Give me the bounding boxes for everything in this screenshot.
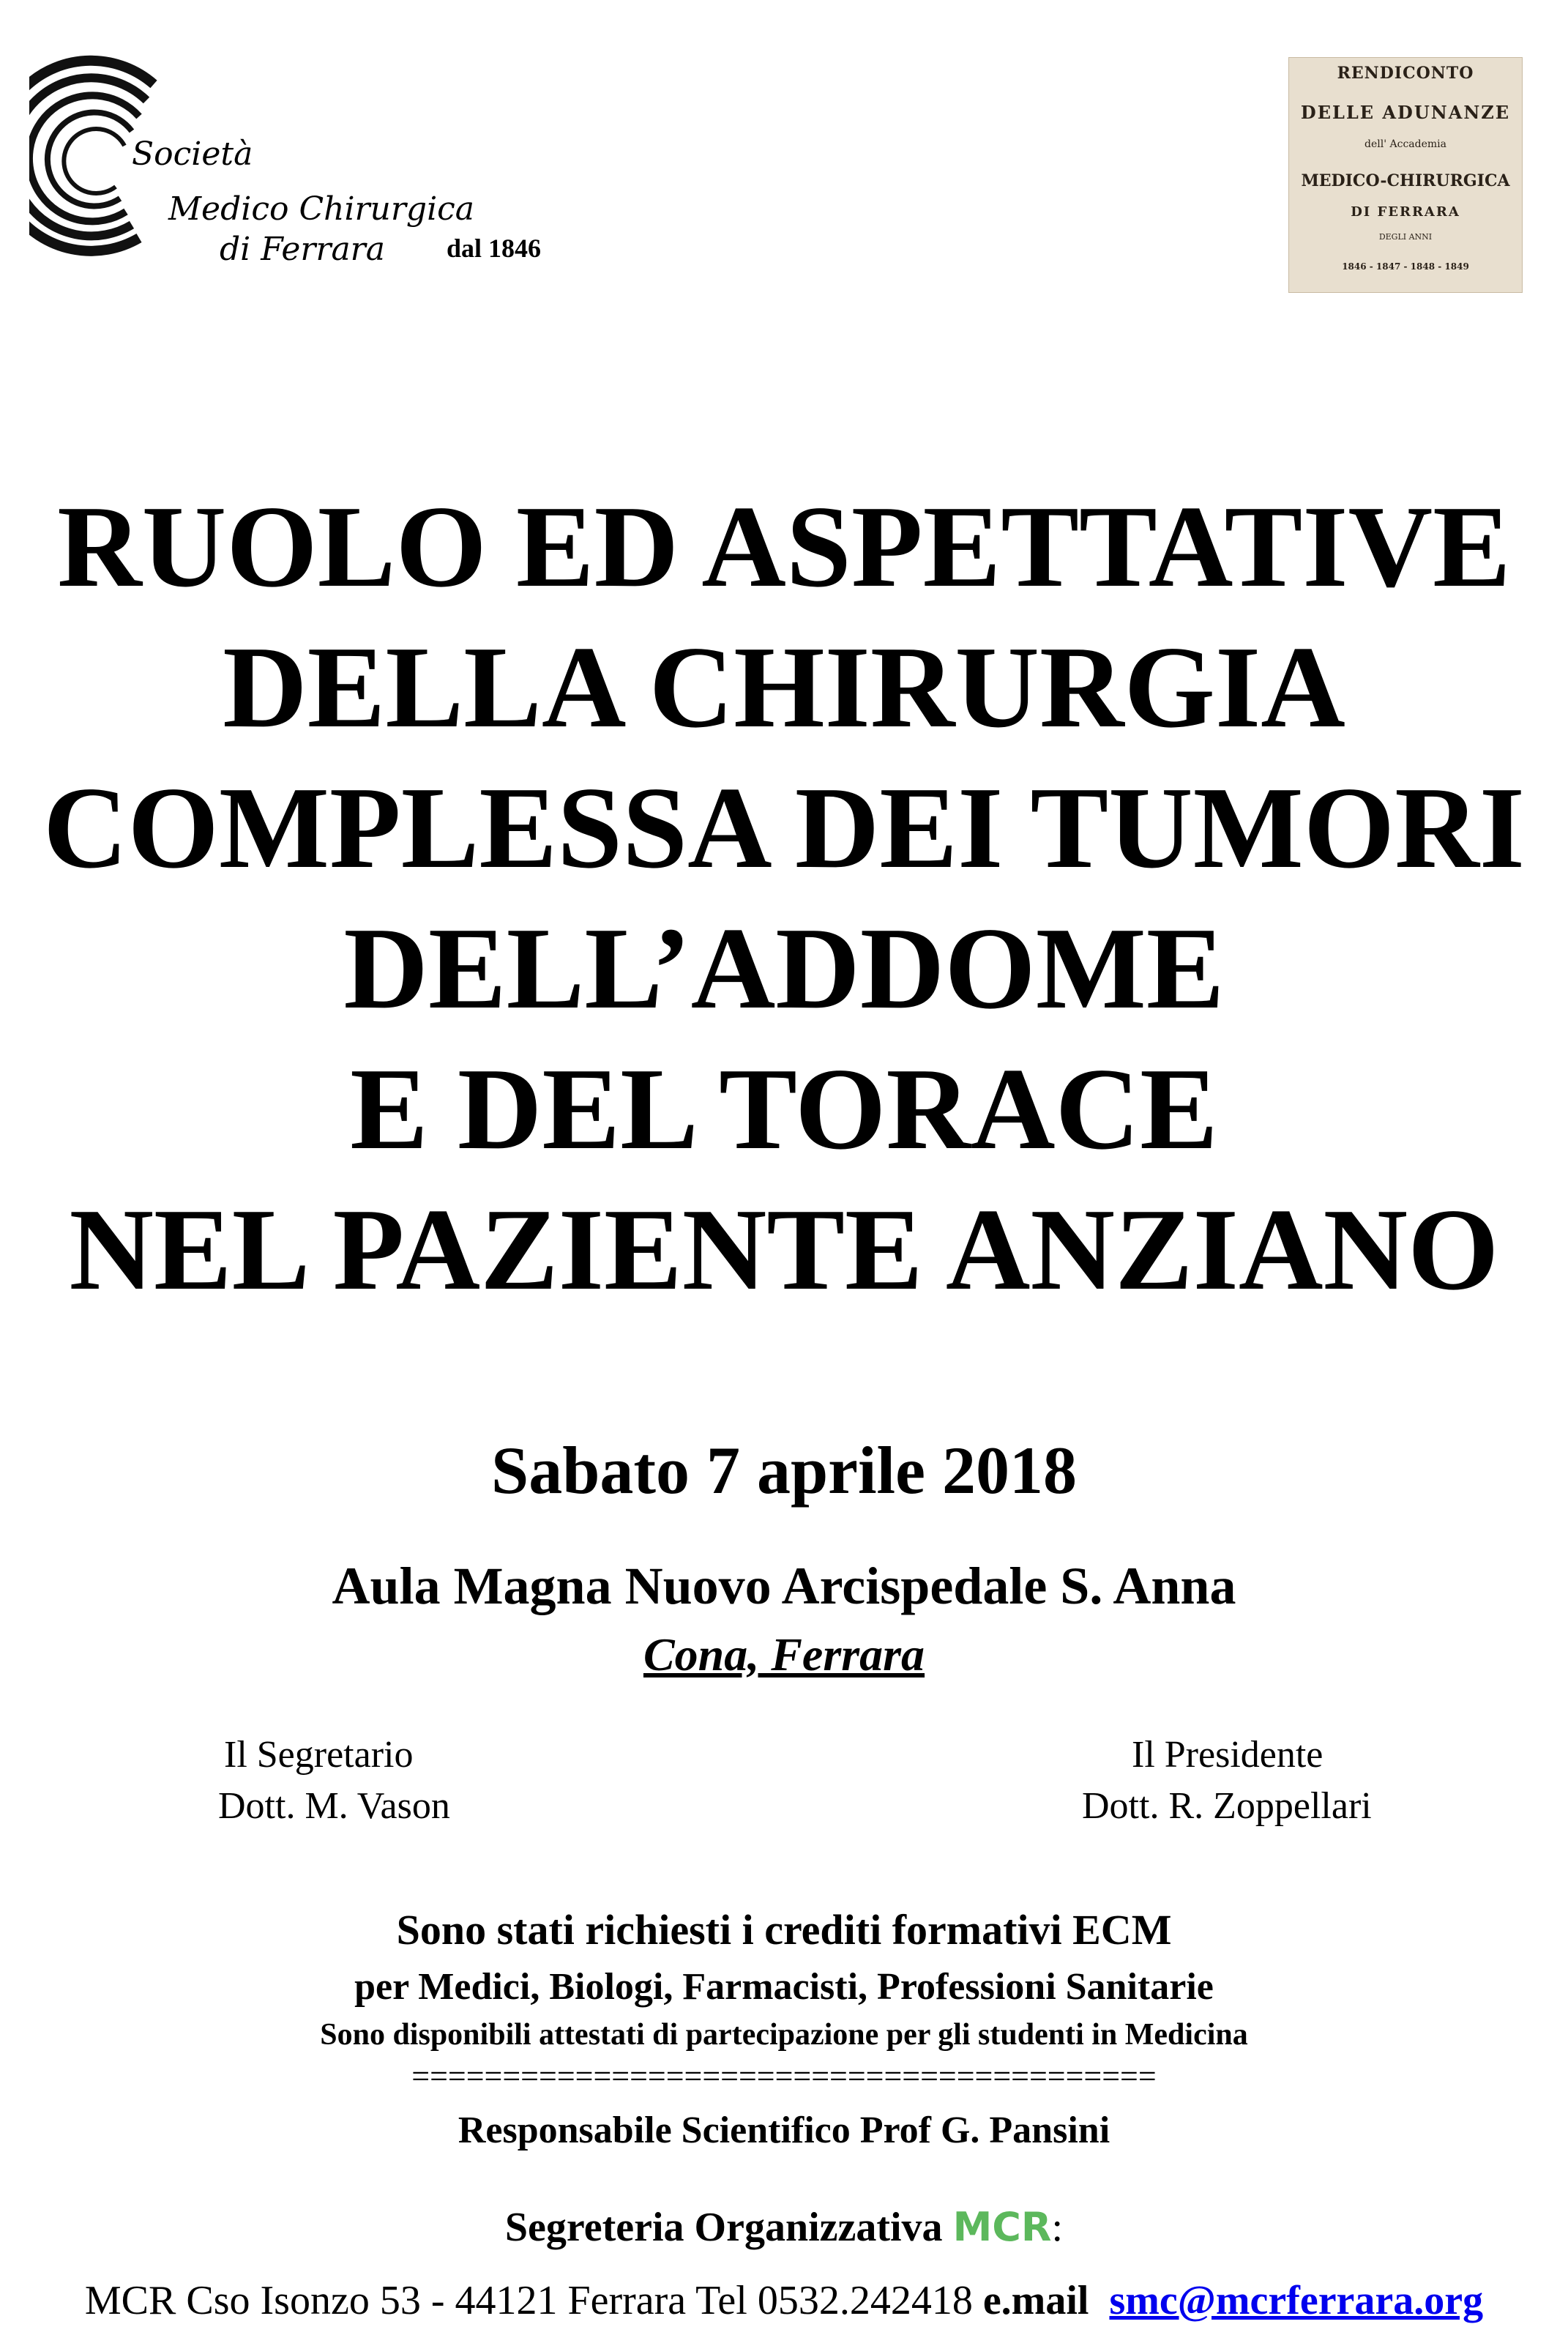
organizing-secretariat: [0, 2204, 1568, 2251]
organizing-secretariat-label: Segreteria Organizzativa: [504, 2205, 943, 2250]
society-name-line2: Medico Chirurgica: [168, 190, 475, 228]
book-cover-line: DEGLI ANNI: [1378, 232, 1433, 242]
separator-line: =========================================: [411, 2058, 1157, 2094]
president-role: Il Presidente: [1132, 1734, 1324, 1776]
book-cover-line: MEDICO-CHIRURGICA: [1301, 171, 1510, 190]
title-line: DELL’ADDOME: [343, 903, 1225, 1033]
credits-line-ecm: Sono stati richiesti i crediti formativi ECM: [396, 1906, 1172, 1954]
secretary-role: Il Segretario: [224, 1734, 414, 1776]
title-line: RUOLO ED ASPETTATIVE: [57, 481, 1511, 611]
mcr-logo: MCR: [952, 2204, 1052, 2250]
title-line: DELLA CHIRURGIA: [223, 622, 1345, 752]
secretary-name: Dott. M. Vason: [218, 1785, 450, 1827]
credits-line-professions: per Medici, Biologi, Farmacisti, Professioni Sanitarie: [354, 1966, 1214, 2008]
scientific-lead: Responsabile Scientifico Prof G. Pansini: [458, 2109, 1110, 2151]
title-line: COMPLESSA DEI TUMORI: [42, 762, 1526, 893]
event-date: Sabato 7 aprile 2018: [491, 1433, 1077, 1508]
book-cover-line: 1846 - 1847 - 1848 - 1849: [1342, 261, 1469, 272]
book-cover-line: RENDICONTO: [1337, 64, 1474, 83]
colon: :: [1051, 2205, 1064, 2250]
credits-line-students: Sono disponibili attestati di partecipazione per gli studenti in Medicina: [320, 2018, 1248, 2052]
email-label: e.mail: [982, 2278, 1089, 2323]
email-link[interactable]: smc@mcrferrara.org: [1109, 2278, 1484, 2323]
title-line: NEL PAZIENTE ANZIANO: [69, 1184, 1499, 1314]
book-cover-line: DI FERRARA: [1351, 204, 1460, 220]
event-venue: Aula Magna Nuovo Arcispedale S. Anna: [332, 1557, 1236, 1615]
since-year: dal 1846: [447, 234, 542, 263]
book-cover-line: DELLE ADUNANZE: [1300, 102, 1511, 123]
president-name: Dott. R. Zoppellari: [1082, 1785, 1372, 1827]
title-line: E DEL TORACE: [350, 1043, 1218, 1174]
society-name-line3: di Ferrara: [220, 231, 385, 268]
page-title: [0, 476, 1568, 1319]
contact-line: [0, 2277, 1568, 2324]
event-place-text: Cona, Ferrara: [643, 1628, 925, 1680]
society-name-line1: Società: [132, 135, 253, 173]
address: MCR Cso Isonzo 53 - 44121 Ferrara Tel 0532.242418: [84, 2278, 973, 2323]
event-place: [0, 1628, 1568, 1682]
book-cover-image: [1288, 57, 1523, 293]
book-cover-line: dell' Accademia: [1364, 138, 1446, 150]
